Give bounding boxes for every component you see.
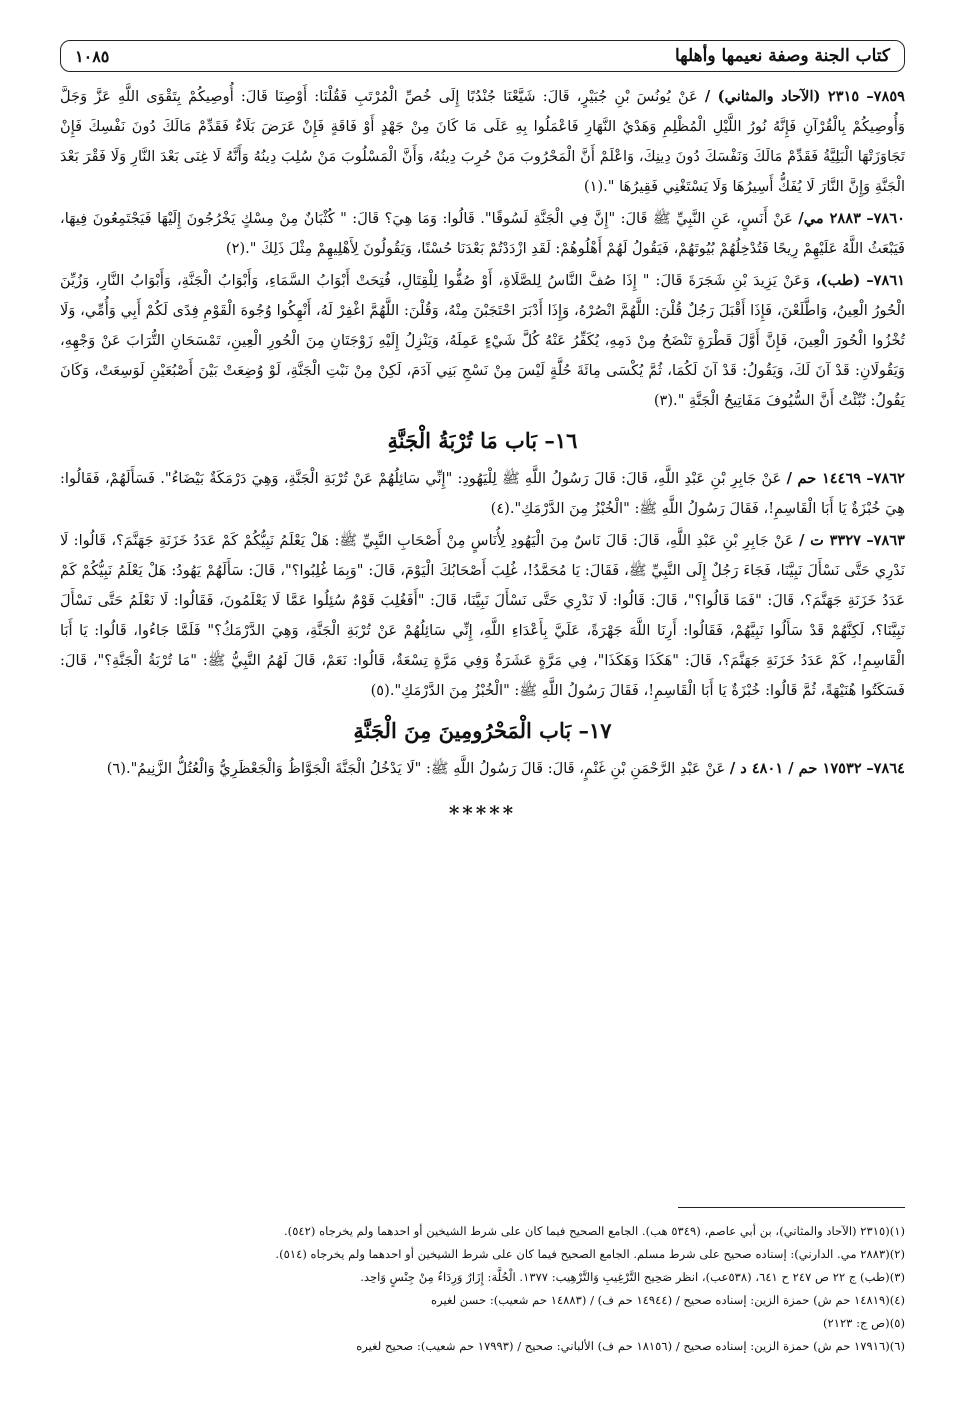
page <box>60 40 905 842</box>
hadith-text: عَنْ يُونُسَ بْنِ جُبَيْرٍ، قَالَ: شَيَّعْنَا جُنْدُبًا إِلَى خُصِّ الْمُرْتَبِ فَقُلْنَا: أَوْصِنَا قَالَ: أُوصِيكُمْ بِتَقْوَى اللَّهِ عَزَّ وَجَلَّ وَأُوصِيكُمْ بِالْقُرْآنِ فَإِنَّهُ نُورُ اللَّيْلِ الْمُظْلِمِ وَهَدْيُ النَّهَارِ فَاعْمَلُوا بِهِ عَلَى مَا كَانَ مِنْ جَهْدٍ أَوْ فَاقَةٍ فَإِنْ عَرَضَ بَلَاءٌ فَقَدِّمْ مَالَكَ دُونَ نَفْسِكَ فَإِنْ تَجَاوَزَتْهَا الْبَلِيَّةُ فَقَدِّمْ مَالَكَ وَنَفْسَكَ دُونَ دِينِكَ، وَاعْلَمْ أَنَّ الْمَحْرُوبَ مَنْ حُرِبَ دِينُهُ، وَأَنَّ الْمَسْلُوبَ مَنْ سُلِبَ دِينُهُ وَأَنَّهُ لَا غِنَى بَعْدَ النَّارِ وَلَا فَقْرَ بَعْدَ الْجَنَّةِ وَإِنَّ النَّارَ لَا يُفَكُّ أَسِيرُهَا وَلَا يَسْتَغْنِي فَقِيرُهَا ".(١) <box>60 88 905 195</box>
hadith-text: عَنْ أَنَسٍ، عَنِ النَّبِيِّ ﷺ قَالَ: "إِنَّ فِي الْجَنَّةِ لَسُوقًا". قَالُوا: وَمَا هِيَ؟ قَالَ: " كُثْبَانٌ مِنْ مِسْكٍ يَخْرُجُونَ إِلَيْهَا فَيَجْتَمِعُونَ فِيهَا، فَيَبْعَثُ اللَّهُ عَلَيْهِمْ رِيحًا فَتُدْخِلُهُمْ بُيُوتَهُمْ، فَيَقُولُ لَهُمْ أَهْلُوهُمْ: لَقَدِ ازْدَدْتُمْ بَعْدَنَا حُسْنًا، وَيَقُولُونَ لِأَهْلِيهِمْ مِثْلَ ذَلِكَ ".(٢) <box>60 210 905 257</box>
footnotes <box>60 1220 905 1358</box>
hadith-refs: ٣٣٢٧ ت / <box>799 532 862 549</box>
hadith-text: عَنْ جَابِرِ بْنِ عَبْدِ اللَّهِ، قَالَ: قَالَ رَسُولُ اللَّهِ ﷺ لِلْيَهُودِ: "إِنِّي سَائِلُهُمْ عَنْ تُرْبَةِ الْجَنَّةِ، وَهِيَ دَرْمَكَةٌ بَيْضَاءُ". فَسَأَلَهُمْ، فَقَالُوا: هِيَ خُبْزَةٌ يَا أَبَا الْقَاسِمِ!، فَقَالَ رَسُولُ اللَّهِ ﷺ: "الْخُبْزُ مِنَ الدَّرْمَكِ".(٤) <box>60 470 905 517</box>
hadith-text: عَنْ عَبْدِ الرَّحْمَنِ بْنِ غَنْمٍ، قَالَ: قَالَ رَسُولُ اللَّهِ ﷺ: "لَا يَدْخُلُ الْجَنَّةَ الْجَوَّاظُ وَالْجَعْظَرِيُّ وَالْعُتُلُّ الزَّنِيمُ".(٦) <box>106 760 726 777</box>
footnote: (١)(٢٣١٥ (الآحاد والمثاني)، بن أبي عاصم، (٥٣٤٩ هب). الجامع الصحيح فيما كان على شرط الشيخين أو احدهما ولم يخرجاه (٥٤٢). <box>283 1224 905 1238</box>
hadith-number: ٧٨٦٢– <box>866 470 906 487</box>
footnote: (٤)(١٤٨١٩ حم ش) حمزة الزين: إسناده صحيح / (١٤٩٤٤ حم ف) / (١٤٨٨٣ حم شعيب): حسن لغيره <box>431 1293 905 1307</box>
hadith-refs: ١٧٥٣٢ حم / ٤٨٠١ د / <box>729 760 862 777</box>
footnote: (٦)(١٧٩١٦ حم ش) حمزة الزين: إسناده صحيح / (١٨١٥٦ حم ف) الألباني: صحيح / (١٧٩٩٣ حم شعيب): صحيح لغيره <box>356 1339 905 1353</box>
hadith-refs: (طب)، <box>815 272 861 289</box>
footnote: (٥)(ص ج: ٢١٢٣) <box>822 1316 905 1330</box>
hadith-text: وَعَنْ يَزِيدَ بْنِ شَجَرَةَ قَالَ: " إِذَا صُفَّ النَّاسُ لِلصَّلَاةِ، أَوْ صُفُّوا لِلْقِتَالِ، فُتِحَتْ أَبْوَابُ السَّمَاءِ، وَأَبْوَابُ الْجَنَّةِ، وَأَبْوَابُ النَّارِ، وَزُيِّنَ الْحُورُ الْعِينُ، وَاطَّلَعْنَ، فَإِذَا أَقْبَلَ رَجُلٌ قُلْنَ: اللَّهُمَّ انْصُرْهُ، وَإِذَا أَدْبَرَ احْتَجَبْنَ مِنْهُ، وَقُلْنَ: اللَّهُمَّ اغْفِرْ لَهُ، أَنْهِكُوا وُجُوهَ الْقَوْمِ فِدًى لَكُمْ أَبِي وَأُمِّي، وَلَا تُخْزُوا الْحُورَ الْعِينَ، فَإِنَّ أَوَّلَ قَطْرَةٍ تَنْضَحُ مِنْ دَمِهِ، يُكَفِّرُ عَنْهُ كُلَّ شَيْءٍ عَمِلَهُ، وَيَنْزِلُ إِلَيْهِ زَوْجَتَانِ مِنَ الْحُورِ الْعِينِ، تَمْسَحَانِ التُّرَابَ عَنْ وَجْهِهِ، وَيَقُولَانِ: قَدْ آنَ لَكَ، وَيَقُولُ: قَدْ آنَ لَكُمَا، ثُمَّ يُكْسَى مِائَةَ حُلَّةٍ لَيْسَ مِنْ نَسْجِ بَنِي آدَمَ، لَكِنْ مِنْ نَبْتِ الْجَنَّةِ، لَوْ وُضِعَتْ بَيْنَ أَصْبُعَيْنِ لَوَسِعَتْ، وَكَانَ يَقُولُ: نُبِّئْتُ أَنَّ السُّيُوفَ مَفَاتِيحُ الْجَنَّةِ ".(٣) <box>60 272 905 409</box>
page-number: ١٠٨٥ <box>75 46 110 66</box>
hadith-entry <box>60 266 905 416</box>
hadith-entry <box>60 204 905 264</box>
hadith-number: ٧٨٦٣– <box>866 532 906 549</box>
footnote: (٢)(٢٨٨٣ مي. الدارني): إسناده صحيح على شرط مسلم. الجامع الصحيح فيما كان على شرط الشيخين أو احدهما ولم يخرجاه (٥١٤). <box>275 1247 905 1261</box>
footnote-divider <box>678 1207 905 1208</box>
hadith-refs: ١٤٤٦٩ حم / <box>786 470 862 487</box>
hadith-number: ٧٨٦٠– <box>866 210 906 227</box>
hadith-entry <box>60 464 905 524</box>
chapter-heading-16: ١٦– بَاب مَا تُرْبَةُ الْجَنَّةِ <box>387 428 578 453</box>
hadith-entry <box>60 526 905 706</box>
hadith-refs: ٢٨٨٣ مي/ <box>798 210 861 227</box>
hadith-entry <box>60 82 905 202</box>
running-header <box>60 40 905 72</box>
main-text <box>60 82 905 828</box>
chapter-heading-17: ١٧– بَاب الْمَحْرُومِينَ مِنَ الْجَنَّةِ <box>353 718 612 743</box>
hadith-number: ٧٨٥٩– <box>866 88 906 105</box>
book-title: كتاب الجنة وصفة نعيمها وأهلها <box>674 46 890 66</box>
hadith-refs: ٢٣١٥ (الآحاد والمثاني) / <box>704 88 860 105</box>
hadith-number: ٧٨٦١– <box>866 272 905 289</box>
hadith-text: عَنْ جَابِرِ بْنِ عَبْدِ اللَّهِ، قَالَ: قَالَ نَاسٌ مِنَ الْيَهُودِ لِأُنَاسٍ مِنْ أَصْحَابِ النَّبِيِّ ﷺ: هَلْ يَعْلَمُ نَبِيُّكُمْ كَمْ عَدَدُ خَزَنَةِ جَهَنَّمَ؟، قَالُوا: لَا نَدْرِي حَتَّى نَسْأَلَ نَبِيَّنَا، فَجَاءَ رَجُلٌ إِلَى النَّبِيِّ ﷺ، فَقَالَ: يَا مُحَمَّدُ!، غُلِبَ أَصْحَابُكَ الْيَوْمَ، قَالَ: "وَبِمَا غُلِبُوا؟"، قَالَ: سَأَلَهُمْ يَهُودُ: هَلْ يَعْلَمُ نَبِيُّكُمْ كَمْ عَدَدُ خَزَنَةِ جَهَنَّمَ؟، قَالَ: "فَمَا قَالُوا؟"، قَالَ: قَالُوا: لَا نَدْرِي حَتَّى نَسْأَلَ نَبِيَّنَا، قَالَ: "أَفَغُلِبَ قَوْمٌ سُئِلُوا عَمَّا لَا يَعْلَمُونَ، فَقَالُوا: لَا نَعْلَمُ حَتَّى نَسْأَلَ نَبِيَّنَا؟، لَكِنَّهُمْ قَدْ سَأَلُوا نَبِيَّهُمْ، فَقَالُوا: أَرِنَا اللَّهَ جَهْرَةً، عَلَيَّ بِأَعْدَاءِ اللَّهِ، إِنِّي سَائِلُهُمْ عَنْ تُرْبَةِ الْجَنَّةِ، وَهِيَ الدَّرْمَكُ؟" فَلَمَّا جَاءُوا، قَالُوا: يَا أَبَا الْقَاسِمِ!، كَمْ عَدَدُ خَزَنَةِ جَهَنَّمَ؟، قَالَ: "هَكَذَا وَهَكَذَا"، فِي مَرَّةٍ عَشَرَةٌ وَفِي مَرَّةٍ تِسْعَةٌ، قَالُوا: نَعَمْ، قَالَ لَهُمُ النَّبِيُّ ﷺ: "مَا تُرْبَةُ الْجَنَّةِ؟"، قَالَ: فَسَكَتُوا هُنَيْهَةً، ثُمَّ قَالُوا: خُبْزَةٌ يَا أَبَا الْقَاسِمِ!، فَقَالَ رَسُولُ اللَّهِ ﷺ: "الْخُبْزُ مِنَ الدَّرْمَكِ".(٥) <box>60 532 905 699</box>
hadith-entry <box>60 754 905 784</box>
footnote: (٣)(طب) ج ٢٢ ص ٢٤٧ ح ٦٤١، (٥٣٨عب)، انظر صَحِيح التَّرْغِيبِ وَالتَّرْهِيب: ١٣٧٧. الْحُلَّة: إِزَارٌ وَرِدَاءٌ مِنْ جِنْسٍ وَاحِد. <box>360 1270 905 1284</box>
section-separator-stars: ***** <box>448 801 517 825</box>
hadith-number: ٧٨٦٤– <box>866 760 905 777</box>
